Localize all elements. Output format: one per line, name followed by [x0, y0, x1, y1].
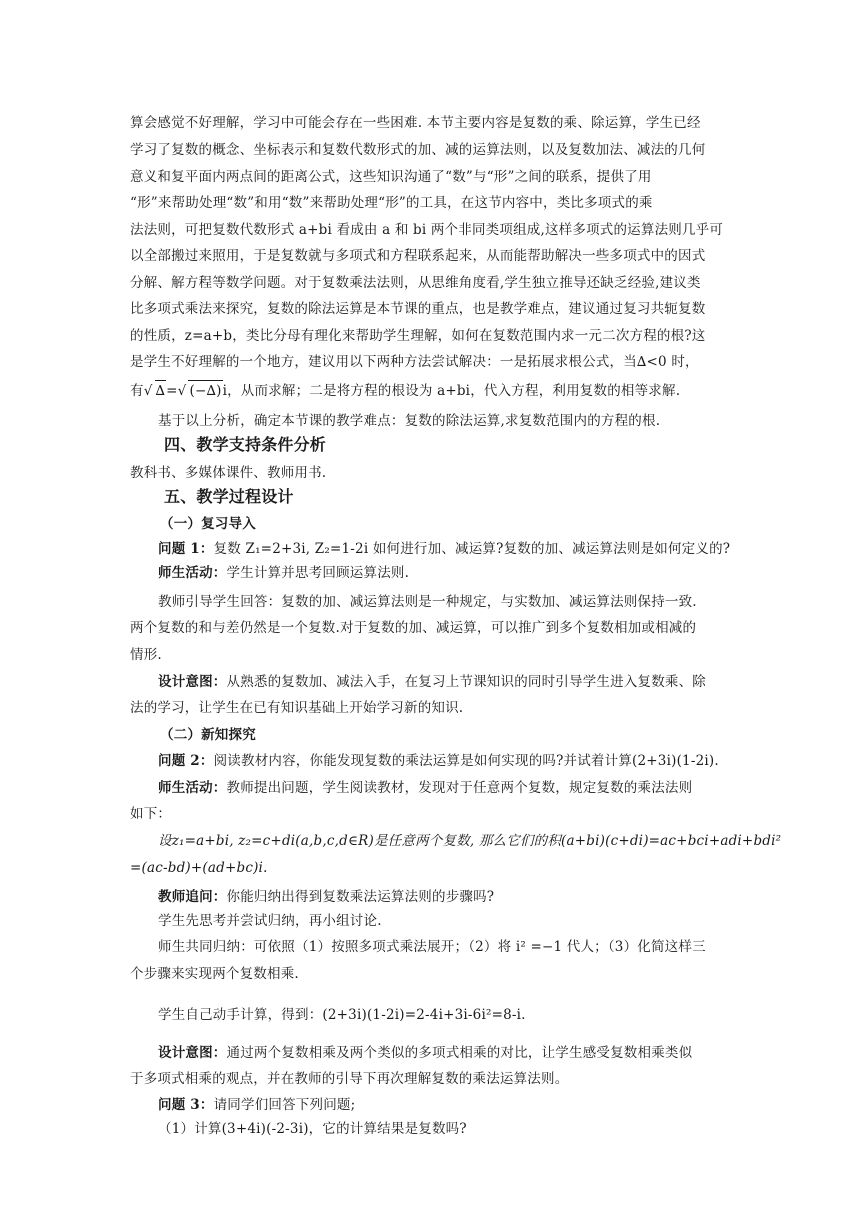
formula-line: 设z₁=a+bi, z₂=c+di(a,b,c,d∈R)是任意两个复数, 那么它们的积(a+bi)(c+di)=ac+bci+adi+bdi² [158, 833, 782, 849]
summarize-line: 师生共同归纳：可依照（1）按照多项式乘法展开；（2）将 i² =−1 代人；（3）化简这样三 [158, 939, 706, 955]
guide-line: 两个复数的和与差仍然是一个复数.对于复数的加、减运算，可以推广到多个复数相加或相减的 [130, 620, 697, 636]
question-3-text: 请同学们回答下列问题; [213, 1097, 356, 1113]
sqrt-rest: ，从而求解；二是将方程的根设为 a+bi，代入方程，利用复数的相等求解. [227, 383, 681, 399]
sqrt-prefix: 有 [130, 383, 144, 399]
paragraph-line: 学习了复数的概念、坐标表示和复数代数形式的加、减的运算法则，以及复数加法、减法的几何 [130, 142, 706, 158]
part-1-heading: （一）复习导入 [160, 516, 256, 532]
paragraph-line: 比多项式乘法来探究，复数的除法运算是本节课的重点，也是教学难点，建议通过复习共轭复数 [130, 301, 706, 317]
student-think: 学生先思考并尝试归纳，再小组讨论. [158, 913, 382, 929]
question-2-text: 阅读教材内容，你能发现复数的乘法运算是如何实现的吗?并试着计算(2+3i)(1-2i). [213, 753, 719, 769]
paragraph-line: 分解、解方程等数学问题。对于复数乘法法则，从思维角度看,学生独立推导还缺乏经验,建议类 [130, 275, 701, 291]
design-text: 从熟悉的复数加、减法入手，在复习上节课知识的同时引导学生进入复数乘、除 [226, 674, 706, 690]
question-3-label: 问题 3： [158, 1097, 214, 1113]
question-3 [158, 1095, 758, 1115]
design-intent-2 [158, 1043, 758, 1063]
paragraph-line: 法法则，可把复数代数形式 a+bi 看成由 a 和 bi 两个非同类项组成,这样多项式的运算法则几乎可 [130, 222, 724, 238]
paragraph-line: “形”来帮助处理“数”和用“数”来帮助处理“形”的工具，在这节内容中，类比多项式的乘 [130, 195, 653, 211]
activity-line: 如下： [130, 806, 172, 822]
paragraph-line: 意义和复平面内两点间的距离公式，这些知识沟通了“数”与“形”之间的联系，提供了用 [130, 169, 652, 185]
design-label: 设计意图： [158, 1045, 227, 1061]
part-2-heading: （二）新知探究 [160, 727, 256, 743]
teacher-ask [158, 887, 758, 907]
student-calc: 学生自己动手计算，得到：(2+3i)(1-2i)=2-4i+3i-6i²=8-i. [158, 1007, 526, 1023]
imaginary-unit: i [222, 383, 228, 399]
question-1-text: 复数 Z₁=2+3i, Z₂=1-2i 如何进行加、减运算?复数的加、减运算法则是如何定义的? [213, 541, 731, 557]
activity-2 [158, 778, 758, 798]
design-text: 通过两个复数相乘及两个类似的多项式相乘的对比，让学生感受复数相乘类似 [226, 1045, 693, 1061]
sqrt-right: (−∆) [188, 380, 222, 401]
ask-label: 教师追问： [158, 889, 227, 905]
activity-label: 师生活动： [158, 780, 227, 796]
sqrt-symbol: √ [143, 383, 153, 399]
activity-1 [158, 563, 758, 583]
design-label: 设计意图： [158, 674, 227, 690]
question-2 [158, 751, 758, 771]
activity-text: 学生计算并思考回顾运算法则. [226, 565, 410, 581]
design-line: 法的学习，让学生在已有知识基础上开始学习新的知识. [130, 700, 464, 716]
sqrt-formula-line: 有√ ∆=√ (−∆)i，从而求解；二是将方程的根设为 a+bi，代入方程，利用复数的相等求解. [130, 380, 730, 401]
question-1-label: 问题 1： [158, 541, 214, 557]
ask-text: 你能归纳出得到复数乘法运算法则的步骤吗? [226, 889, 495, 905]
paragraph-line: 以全部搬过来照用，于是复数就与多项式和方程联系起来，从而能帮助解决一些多项式中的因式 [130, 248, 706, 264]
activity-label: 师生活动： [158, 565, 227, 581]
guide-line: 情形. [130, 647, 162, 663]
question-3-item: （1）计算(3+4i)(-2-3i)，它的计算结果是复数吗? [158, 1121, 467, 1137]
paragraph-line: 的性质，z=a+b，类比分母有理化来帮助学生理解，如何在复数范围内求一元二次方程的根?这 [130, 328, 706, 344]
activity-text: 教师提出问题，学生阅读教材，发现对于任意两个复数，规定复数的乘法法则 [226, 780, 693, 796]
sqrt-left: ∆ [155, 380, 167, 401]
summarize-line: 个步骤来实现两个复数相乘. [130, 966, 299, 982]
design-intent-1 [158, 672, 758, 692]
sqrt-symbol: √ [177, 383, 187, 399]
question-1 [158, 539, 758, 559]
section-4-body: 教科书、多媒体课件、教师用书. [130, 465, 327, 481]
question-2-label: 问题 2： [158, 753, 214, 769]
guide-line: 教师引导学生回答：复数的加、减运算法则是一种规定，与实数加、减运算法则保持一致. [158, 594, 697, 610]
paragraph-line: 算会感觉不好理解，学习中可能会存在一些困难. 本节主要内容是复数的乘、除运算，学生已经 [130, 115, 701, 131]
design-line: 于多项式相乘的观点，并在教师的引导下再次理解复数的乘法运算法则。 [130, 1071, 569, 1087]
formula-line: =(ac-bd)+(ad+bc)i. [130, 860, 268, 876]
section-5-heading: 五、教学过程设计 [164, 487, 294, 506]
paragraph-line: 是学生不好理解的一个地方，建议用以下两种方法尝试解决：一是拓展求根公式，当∆<0 时， [130, 354, 699, 370]
section-4-heading: 四、教学支持条件分析 [164, 435, 327, 454]
summary-line: 基于以上分析，确定本节课的教学难点：复数的除法运算,求复数范围内的方程的根. [158, 413, 661, 429]
